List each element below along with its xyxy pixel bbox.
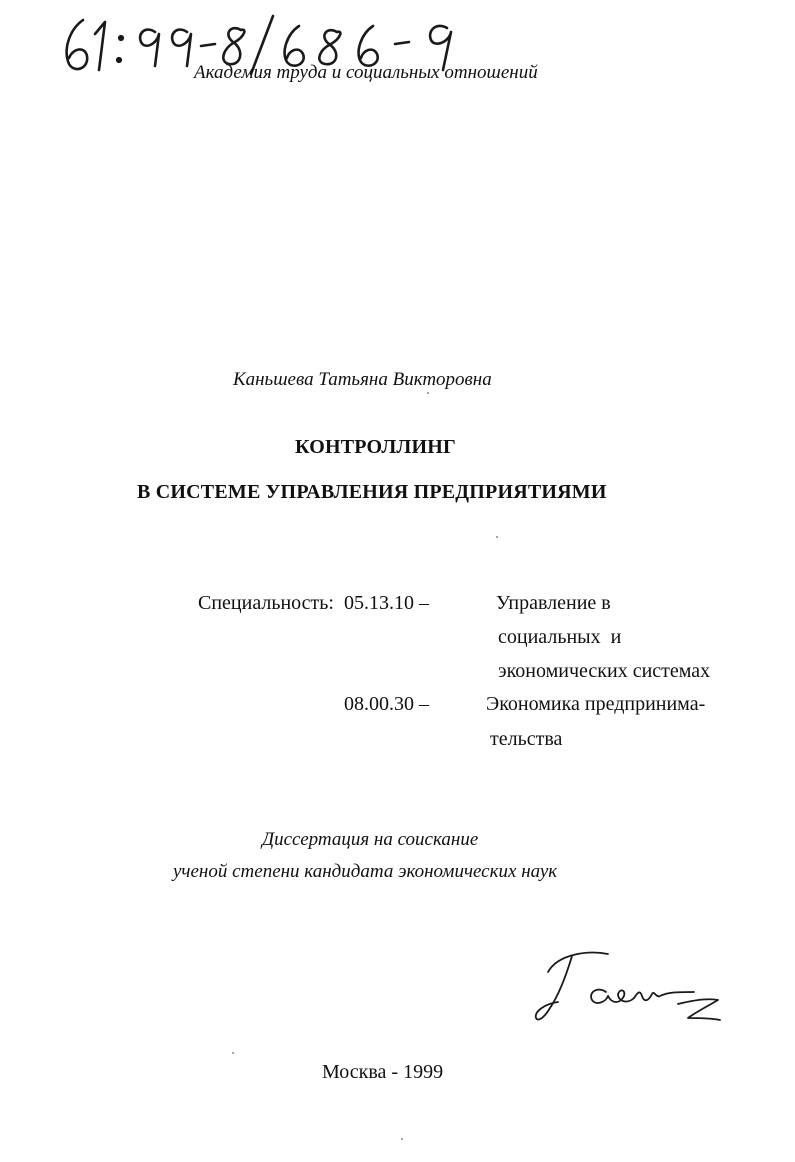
specialty-name-2-line-1: Экономика предпринима- (486, 693, 706, 715)
specialty-code-1: 05.13.10 – (344, 592, 429, 614)
title-line-1: КОНТРОЛЛИНГ (295, 436, 456, 458)
scan-speck (496, 536, 498, 538)
place-year: Москва - 1999 (322, 1061, 444, 1083)
title-line-2: В СИСТЕМЕ УПРАВЛЕНИЯ ПРЕДПРИЯТИЯМИ (137, 481, 607, 503)
specialty-code-2: 08.00.30 – (344, 693, 429, 715)
specialty-name-2-line-2: тельства (490, 728, 563, 750)
scan-speck (232, 1052, 234, 1054)
author-name: Каньшева Татьяна Викторовна (233, 369, 492, 390)
signature (528, 942, 728, 1038)
specialty-name-1-line-1: Управление в (496, 592, 611, 614)
specialty-label: Специальность: (198, 592, 334, 614)
institution-name: Академия труда и социальных отношений (194, 62, 538, 83)
specialty-name-1-line-3: экономических системах (498, 660, 711, 682)
dissertation-line-1: Диссертация на соискание (262, 829, 479, 850)
scan-speck (427, 392, 429, 394)
scan-speck (401, 1138, 403, 1140)
specialty-name-1-line-2: социальных и (498, 626, 622, 648)
dissertation-line-2: ученой степени кандидата экономических наук (173, 861, 558, 882)
